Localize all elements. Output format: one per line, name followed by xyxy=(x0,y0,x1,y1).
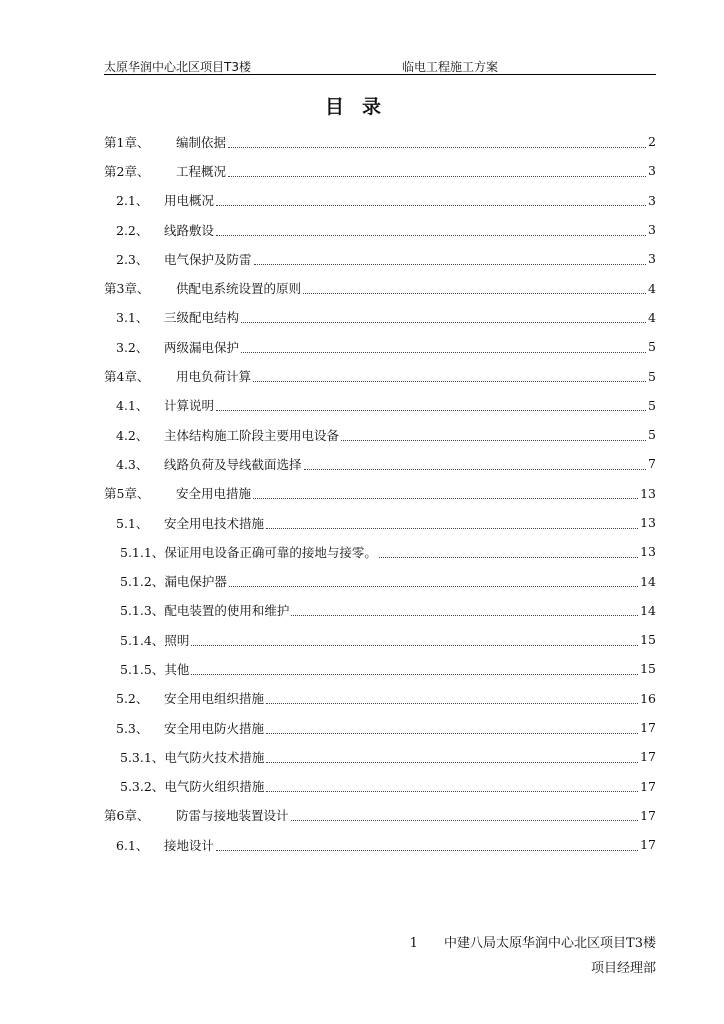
toc-entry-number: 5.1、 xyxy=(116,515,149,531)
toc-title: 目录 xyxy=(324,96,399,118)
toc-entry-title: 主体结构施工阶段主要用电设备 xyxy=(164,427,340,443)
toc-entry[interactable] xyxy=(104,713,656,742)
toc-leader-dots xyxy=(216,839,638,851)
toc-entry-number: 第3章、 xyxy=(104,281,150,297)
toc-entry-page: 4 xyxy=(648,280,656,296)
toc-entry-page: 5 xyxy=(648,339,656,355)
toc-leader-dots xyxy=(253,487,638,499)
toc-entry-number: 3.1、 xyxy=(116,310,149,326)
toc-entry-title: 计算说明 xyxy=(164,398,215,414)
toc-entry-number: 5.3、 xyxy=(116,720,149,736)
toc-leader-dots xyxy=(229,575,638,587)
toc-entry[interactable] xyxy=(104,391,656,420)
toc-entry-page: 17 xyxy=(640,778,656,794)
toc-entry-number: 2.3、 xyxy=(116,251,149,267)
toc-leader-dots xyxy=(228,136,646,148)
toc-entry-number: 4.2、 xyxy=(116,427,149,443)
toc-entry[interactable] xyxy=(104,215,656,244)
toc-entry-page: 7 xyxy=(648,456,656,472)
toc-entry[interactable] xyxy=(104,508,656,537)
toc-entry-page: 15 xyxy=(640,661,656,677)
toc-entry[interactable] xyxy=(104,801,656,830)
toc-leader-dots xyxy=(266,751,638,763)
toc-entry-number: 5.3.2、 xyxy=(120,779,165,795)
toc-leader-dots xyxy=(216,399,646,411)
toc-entry-number: 5.1.4、 xyxy=(120,632,165,648)
toc-entry-number: 6.1、 xyxy=(116,837,149,853)
toc-entry-page: 17 xyxy=(640,837,656,853)
toc-entry[interactable] xyxy=(104,127,656,156)
toc-leader-dots xyxy=(303,282,646,294)
toc-entry-page: 13 xyxy=(640,515,656,530)
header-rule xyxy=(104,74,656,75)
toc-entry[interactable] xyxy=(104,303,656,332)
toc-entry-page: 3 xyxy=(648,163,656,179)
toc-entry[interactable] xyxy=(104,244,656,273)
toc-entry-title: 照明 xyxy=(164,632,190,648)
toc-entry[interactable] xyxy=(104,625,656,654)
toc-entry[interactable] xyxy=(104,772,656,801)
toc-entry-page: 5 xyxy=(648,368,656,384)
toc-entry-number: 第1章、 xyxy=(104,134,150,150)
toc-entry-page: 14 xyxy=(640,602,656,618)
toc-entry[interactable] xyxy=(104,830,656,859)
toc-entry-title: 接地设计 xyxy=(164,837,215,853)
toc-entry[interactable] xyxy=(104,479,656,508)
toc-leader-dots xyxy=(216,194,646,206)
footer-company: 中建八局太原华润中心北区项目T3楼 xyxy=(444,936,656,951)
toc-entry-number: 第4章、 xyxy=(104,369,150,385)
toc-leader-dots xyxy=(291,809,639,821)
toc-entry[interactable] xyxy=(104,156,656,185)
toc-leader-dots xyxy=(291,604,638,616)
toc-entry-page: 5 xyxy=(648,397,656,413)
toc-leader-dots xyxy=(241,341,646,353)
header-project-name: 太原华润中心北区项目T3楼 xyxy=(104,60,251,74)
toc-entry-page: 2 xyxy=(648,134,656,150)
toc-entry-number: 5.2、 xyxy=(116,691,149,707)
table-of-contents xyxy=(104,127,656,859)
toc-entry-number: 4.3、 xyxy=(116,456,149,472)
toc-entry-title: 防雷与接地装置设计 xyxy=(176,808,289,824)
toc-entry[interactable] xyxy=(104,742,656,771)
toc-entry[interactable] xyxy=(104,420,656,449)
toc-entry-page: 17 xyxy=(640,749,656,765)
toc-entry-page: 17 xyxy=(640,720,656,736)
toc-entry-title: 安全用电组织措施 xyxy=(164,691,265,707)
toc-entry-title: 安全用电措施 xyxy=(176,486,252,502)
toc-entry-title: 配电装置的使用和维护 xyxy=(164,603,290,619)
page-footer xyxy=(104,932,656,976)
footer-department: 项目经理部 xyxy=(590,961,656,976)
toc-entry-number: 5.1.5、 xyxy=(120,661,165,677)
toc-entry-number: 5.3.1、 xyxy=(120,749,165,765)
toc-entry-number: 第5章、 xyxy=(104,486,150,502)
toc-entry-number: 5.1.1、 xyxy=(120,544,165,560)
toc-entry-page: 4 xyxy=(648,309,656,325)
toc-entry[interactable] xyxy=(104,361,656,390)
toc-leader-dots xyxy=(191,663,638,675)
toc-entry-title: 漏电保护器 xyxy=(164,574,227,590)
toc-entry[interactable] xyxy=(104,537,656,566)
toc-entry-title: 线路负荷及导线截面选择 xyxy=(164,456,302,472)
toc-entry[interactable] xyxy=(104,449,656,478)
toc-leader-dots xyxy=(228,165,646,177)
toc-entry-number: 2.1、 xyxy=(116,193,149,209)
toc-entry-page: 5 xyxy=(648,427,656,443)
toc-entry-title: 其他 xyxy=(164,661,190,677)
toc-leader-dots xyxy=(266,517,638,529)
toc-leader-dots xyxy=(241,311,646,323)
toc-entry-title: 用电概况 xyxy=(164,193,215,209)
header-document-title: 临电工程施工方案 xyxy=(402,60,499,74)
toc-entry-title: 安全用电防火措施 xyxy=(164,720,265,736)
toc-entry[interactable] xyxy=(104,273,656,302)
toc-entry-number: 第2章、 xyxy=(104,163,150,179)
toc-entry-page: 13 xyxy=(640,544,656,560)
toc-leader-dots xyxy=(304,458,647,470)
toc-entry[interactable] xyxy=(104,332,656,361)
toc-entry-page: 15 xyxy=(640,632,656,648)
toc-entry[interactable] xyxy=(104,186,656,215)
toc-entry-page: 3 xyxy=(648,192,656,208)
toc-leader-dots xyxy=(341,429,646,441)
toc-entry-page: 17 xyxy=(640,807,656,823)
toc-leader-dots xyxy=(266,692,638,704)
toc-entry-page: 16 xyxy=(640,690,656,706)
toc-entry-number: 2.2、 xyxy=(116,222,149,238)
toc-entry-title: 供配电系统设置的原则 xyxy=(176,281,302,297)
toc-leader-dots xyxy=(216,224,646,236)
toc-entry[interactable] xyxy=(104,654,656,683)
toc-entry-number: 3.2、 xyxy=(116,339,149,355)
toc-entry[interactable] xyxy=(104,596,656,625)
toc-entry-title: 编制依据 xyxy=(176,134,227,150)
toc-entry-title: 线路敷设 xyxy=(164,222,215,238)
toc-entry-number: 4.1、 xyxy=(116,398,149,414)
toc-entry-title: 电气防火组织措施 xyxy=(164,779,265,795)
toc-entry-title: 保证用电设备正确可靠的接地与接零。 xyxy=(164,544,377,560)
toc-entry-number: 5.1.2、 xyxy=(120,574,165,590)
toc-entry-title: 工程概况 xyxy=(176,163,227,179)
footer-page-number: 1 xyxy=(409,936,418,951)
toc-entry-page: 3 xyxy=(648,251,656,267)
toc-entry-title: 电气保护及防雷 xyxy=(164,251,252,267)
toc-entry-title: 三级配电结构 xyxy=(164,310,240,326)
toc-entry-title: 安全用电技术措施 xyxy=(164,515,265,531)
toc-entry-page: 13 xyxy=(640,485,656,501)
toc-entry-title: 两级漏电保护 xyxy=(164,339,240,355)
toc-leader-dots xyxy=(253,370,646,382)
toc-leader-dots xyxy=(266,780,638,792)
toc-entry-number: 第6章、 xyxy=(104,808,150,824)
toc-entry-title: 电气防火技术措施 xyxy=(164,749,265,765)
toc-entry-page: 14 xyxy=(640,573,656,589)
toc-entry-number: 5.1.3、 xyxy=(120,603,165,619)
toc-leader-dots xyxy=(379,546,638,558)
toc-entry-page: 3 xyxy=(648,222,656,238)
toc-leader-dots xyxy=(254,253,647,265)
toc-entry-title: 用电负荷计算 xyxy=(176,369,252,385)
toc-entry[interactable] xyxy=(104,566,656,595)
toc-leader-dots xyxy=(191,634,638,646)
toc-leader-dots xyxy=(266,722,638,734)
toc-entry[interactable] xyxy=(104,684,656,713)
